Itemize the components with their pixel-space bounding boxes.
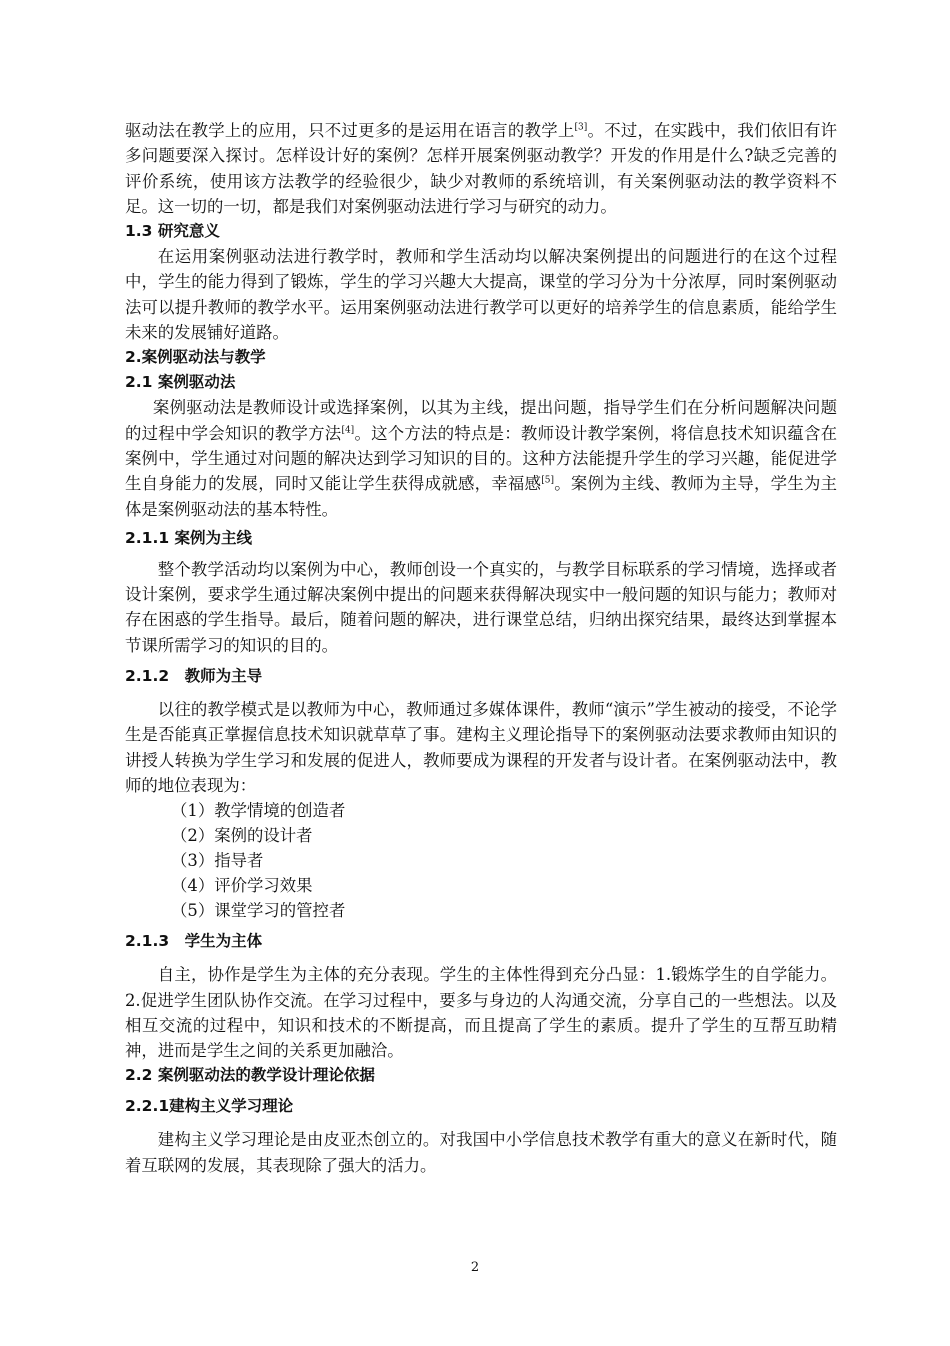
page-number: 2 bbox=[470, 1260, 480, 1275]
heading-2-1: 2.1 案例驱动法 bbox=[125, 373, 236, 392]
heading-2-2: 2.2 案例驱动法的教学设计理论依据 bbox=[125, 1066, 375, 1085]
list-item: （3）指导者 bbox=[171, 851, 264, 871]
list-item: （1）教学情境的创造者 bbox=[171, 801, 346, 821]
paragraph-intro: 驱动法在教学上的应用，只不过更多的是运用在语言的教学上[3]。不过，在实践中，我们依旧有许多问题要深入探讨。怎样设计好的案例？怎样开展案例驱动教学？开发的作用是什么?缺乏完善的评价系统，使用该方法教学的经验很少，缺少对教师的系统培训，有关案例驱动法的教学资料不足。这一切的一切，都是我们对案例驱动法进行学习与研究的动力。 bbox=[125, 121, 838, 216]
list-item: （4）评价学习效果 bbox=[171, 876, 313, 896]
paragraph-case-driven-method: 案例驱动法是教师设计或选择案例，以其为主线，提出问题，指导学生们在分析问题解决问题的过程中学会知识的教学方法[4]。这个方法的特点是：教师设计教学案例，将信息技术知识蕴含在案例中，学生通过对问题的解决达到学习知识的目的。这种方法能提升学生的学习兴趣，能促进学生自身能力的发展，同时又能让学生获得成就感，幸福感[5]。案例为主线、教师为主导，学生为主体是案例驱动法的基本特性。 bbox=[125, 398, 838, 519]
paragraph-student-subject: 自主，协作是学生为主体的充分表现。学生的主体性得到充分凸显：1.锻炼学生的自学能力。2.促进学生团队协作交流。在学习过程中，要多与身边的人沟通交流，分享自己的一些想法。以及相互交流的过程中，知识和技术的不断提高，而且提高了学生的素质。提升了学生的互帮互助精神，进而是学生之间的关系更加融洽。 bbox=[125, 965, 837, 1061]
heading-2-1-2: 2.1.2 教师为主导 bbox=[125, 667, 263, 686]
heading-2: 2.案例驱动法与教学 bbox=[125, 348, 266, 367]
paragraph-constructivism: 建构主义学习理论是由皮亚杰创立的。对我国中小学信息技术教学有重大的意义在新时代，随着互联网的发展，其表现除了强大的活力。 bbox=[125, 1130, 837, 1175]
citation-3: [3] bbox=[574, 122, 588, 133]
heading-2-1-3: 2.1.3 学生为主体 bbox=[125, 932, 263, 951]
heading-2-2-1: 2.2.1建构主义学习理论 bbox=[125, 1097, 294, 1116]
list-item: （2）案例的设计者 bbox=[171, 826, 313, 846]
teacher-role-list bbox=[125, 798, 837, 923]
paragraph-research-significance: 在运用案例驱动法进行教学时，教师和学生活动均以解决案例提出的问题进行的在这个过程中，学生的能力得到了锻炼，学生的学习兴趣大大提高，课堂的学习分为十分浓厚，同时案例驱动法可以提升教师的教学水平。运用案例驱动法进行教学可以更好的培养学生的信息素质，能给学生未来的发展铺好道路。 bbox=[125, 247, 837, 343]
paragraph-case-main-line: 整个教学活动均以案例为中心，教师创设一个真实的，与教学目标联系的学习情境，选择或者设计案例，要求学生通过解决案例中提出的问题来获得解决现实中一般问题的知识与能力；教师对存在困惑的学生指导。最后，随着问题的解决，进行课堂总结，归纳出探究结果，最终达到掌握本节课所需学习的知识的目的。 bbox=[125, 559, 837, 655]
citation-5: [5] bbox=[541, 475, 554, 486]
heading-2-1-1: 2.1.1 案例为主线 bbox=[125, 528, 253, 547]
heading-1-3: 1.3 研究意义 bbox=[125, 222, 220, 241]
paragraph-teacher-leading: 以往的教学模式是以教师为中心，教师通过多媒体课件，教师“演示”学生被动的接受，不论学生是否能真正掌握信息技术知识就草草了事。建构主义理论指导下的案例驱动法要求教师由知识的讲授人转换为学生学习和发展的促进人，教师要成为课程的开发者与设计者。在案例驱动法中，教师的地位表现为： bbox=[125, 700, 837, 795]
list-item: （5）课堂学习的管控者 bbox=[171, 901, 346, 921]
document-page bbox=[125, 118, 837, 1178]
citation-4: [4] bbox=[341, 425, 355, 436]
